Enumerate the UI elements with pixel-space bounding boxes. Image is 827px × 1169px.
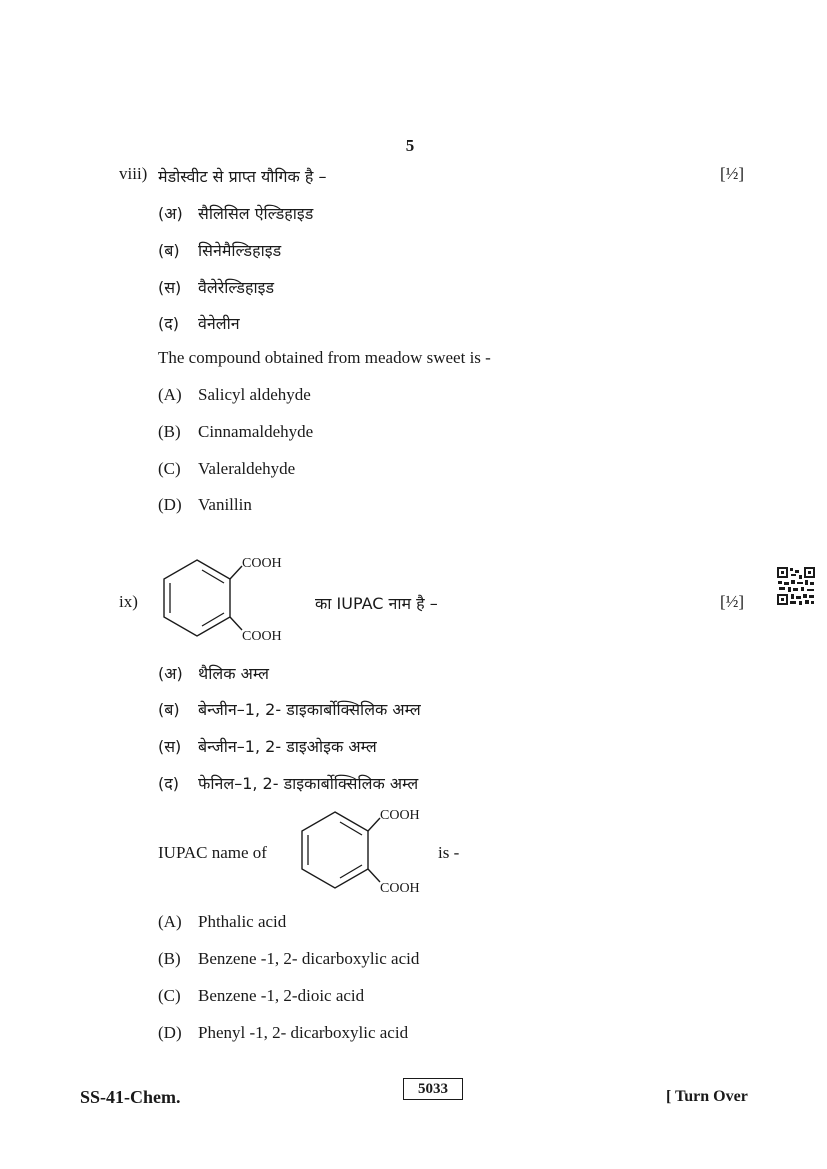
page-number: 5 — [405, 136, 415, 155]
question-number-8: viii) — [119, 164, 148, 183]
option-letter: (ब) — [158, 241, 180, 260]
option-letter: (B) — [158, 949, 181, 968]
question-9-text-english-before: IUPAC name of — [158, 843, 267, 862]
cooh-label-bottom: COOH — [242, 629, 282, 644]
question-9-option-hi-a — [158, 662, 269, 684]
question-8-text-hindi: मेडोस्वीट से प्राप्त यौगिक है – — [158, 167, 327, 186]
option-text: Vanillin — [198, 495, 252, 514]
option-letter: (B) — [158, 422, 181, 441]
option-letter: (अ) — [158, 664, 183, 683]
question-8-option-en-c — [158, 459, 295, 479]
cooh-label-top: COOH — [242, 556, 282, 571]
question-8-option-hi-c — [158, 276, 274, 298]
option-letter: (A) — [158, 912, 182, 931]
question-9-marks: [½] — [720, 592, 745, 611]
option-text: वेनेलीन — [198, 314, 240, 333]
double-bond — [340, 822, 362, 835]
question-8-option-hi-d — [158, 312, 240, 334]
option-text: Benzene -1, 2-dioic acid — [198, 986, 365, 1005]
option-letter: (अ) — [158, 204, 183, 223]
option-letter: (C) — [158, 459, 181, 478]
option-text: वैलेरेल्डिहाइड — [198, 278, 275, 297]
option-letter: (द) — [158, 314, 179, 333]
question-9-text-hindi: का IUPAC नाम है – — [315, 594, 438, 613]
question-9-text-english-after: is - — [438, 843, 460, 862]
question-9-option-en-a — [158, 912, 286, 932]
cooh-label-top: COOH — [380, 808, 420, 823]
phthalic-acid-structure-2 — [288, 802, 438, 897]
option-letter: (C) — [158, 986, 181, 1005]
option-text: सिनेमैल्डिहाइड — [198, 241, 282, 260]
option-letter: (स) — [158, 737, 182, 756]
paper-code: SS-41-Chem. — [80, 1087, 181, 1107]
double-bond — [202, 570, 224, 583]
question-9-option-en-c — [158, 986, 364, 1006]
question-9-option-hi-d — [158, 772, 418, 794]
option-text: थैलिक अम्ल — [198, 664, 269, 683]
question-8-option-en-d — [158, 495, 252, 515]
option-text: Cinnamaldehyde — [198, 422, 314, 441]
option-text: बेन्जीन–1, 2- डाइकार्बोक्सिलिक अम्ल — [198, 700, 421, 719]
option-text: Valeraldehyde — [198, 459, 296, 478]
option-text: Benzene -1, 2- dicarboxylic acid — [198, 949, 420, 968]
option-letter: (द) — [158, 774, 179, 793]
question-8-marks: [½] — [720, 164, 745, 183]
question-8-text-english: The compound obtained from meadow sweet is - — [158, 348, 491, 367]
turn-over-label: [ Turn Over — [666, 1088, 748, 1105]
question-9-option-hi-b — [158, 698, 421, 720]
page-code-box: 5033 — [403, 1078, 463, 1100]
question-9-option-hi-c — [158, 735, 377, 757]
question-8-option-en-b — [158, 422, 313, 442]
option-letter: (D) — [158, 1023, 182, 1042]
option-text: Phthalic acid — [198, 912, 287, 931]
question-8-option-hi-b — [158, 239, 281, 261]
question-9-option-en-b — [158, 949, 419, 969]
option-text: सैलिसिल ऐल्डिहाइड — [198, 204, 314, 223]
option-text: Salicyl aldehyde — [198, 385, 311, 404]
double-bond — [202, 613, 224, 626]
qr-code-icon — [776, 566, 816, 606]
option-letter: (ब) — [158, 700, 180, 719]
benzene-ring — [302, 812, 368, 888]
option-text: फेनिल–1, 2- डाइकार्बोक्सिलिक अम्ल — [198, 774, 419, 793]
question-8-option-en-a — [158, 385, 311, 405]
double-bond — [340, 865, 362, 878]
question-number-9: ix) — [119, 592, 138, 611]
substituent-bond — [368, 818, 380, 831]
option-text: Phenyl -1, 2- dicarboxylic acid — [198, 1023, 409, 1042]
option-letter: (A) — [158, 385, 182, 404]
option-letter: (D) — [158, 495, 182, 514]
question-8-option-hi-a — [158, 202, 313, 224]
cooh-label-bottom: COOH — [380, 881, 420, 896]
substituent-bond — [230, 566, 242, 579]
option-text: बेन्जीन–1, 2- डाइओइक अम्ल — [198, 737, 377, 756]
substituent-bond — [230, 617, 242, 630]
option-letter: (स) — [158, 278, 182, 297]
question-9-option-en-d — [158, 1023, 408, 1043]
substituent-bond — [368, 869, 380, 882]
phthalic-acid-structure-1 — [150, 550, 300, 645]
benzene-ring — [164, 560, 230, 636]
